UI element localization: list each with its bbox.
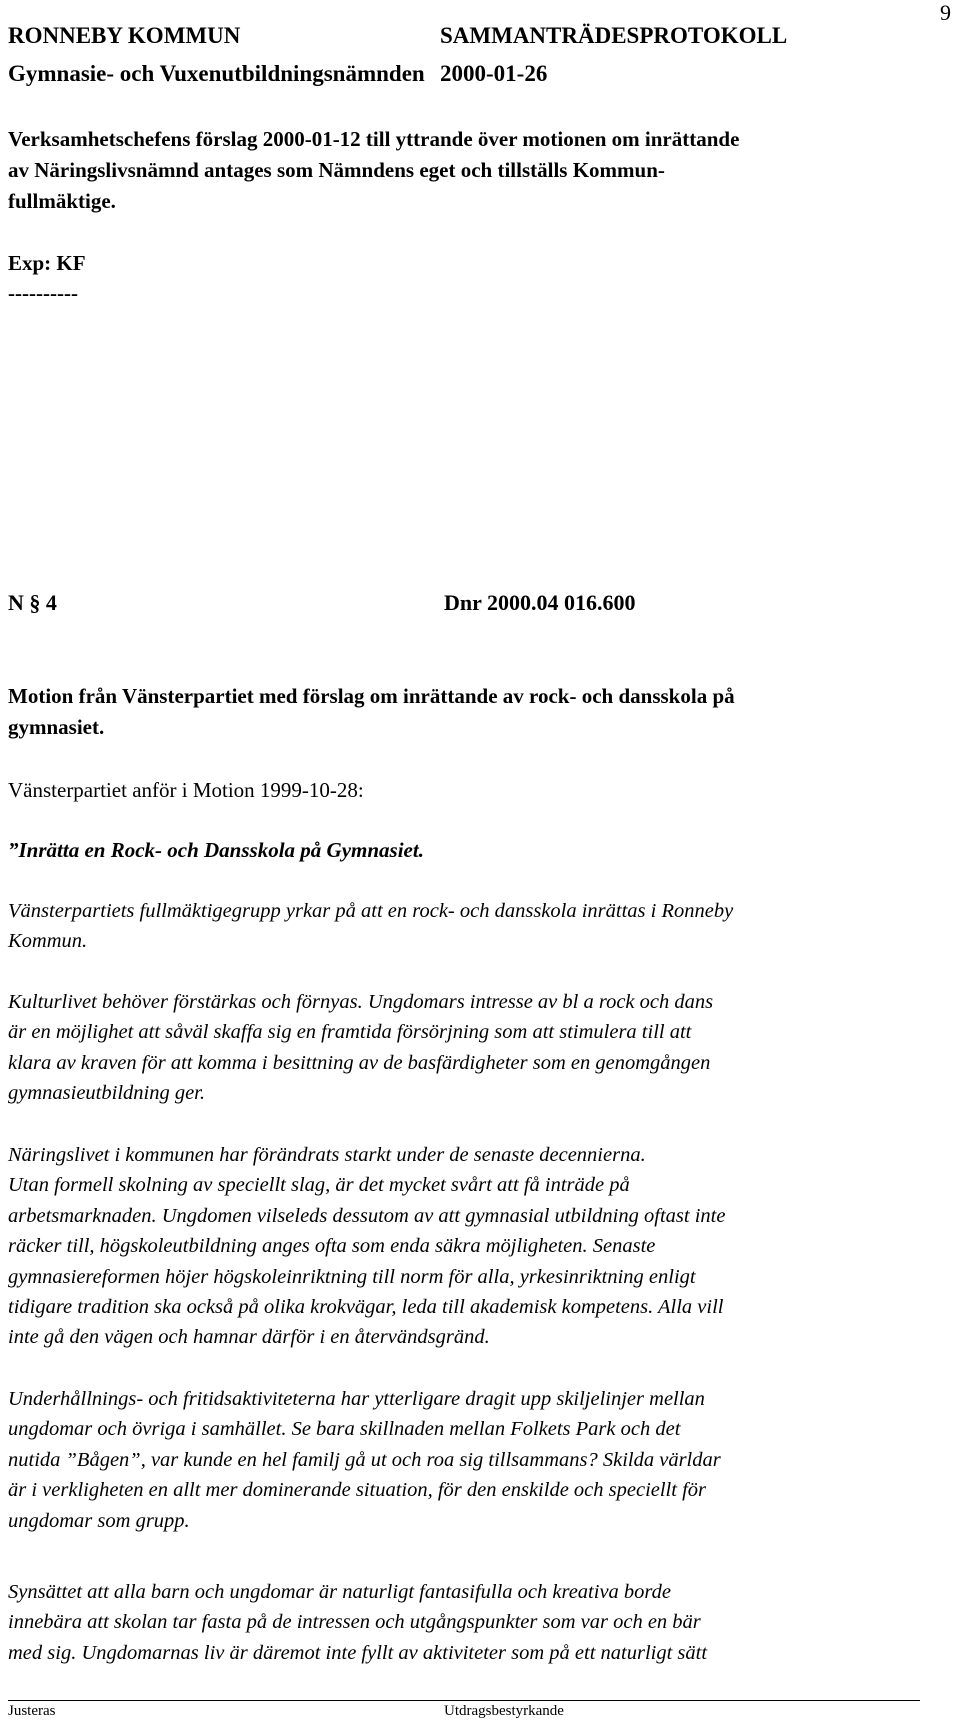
paragraph [8, 896, 733, 957]
document-type: SAMMANTRÄDESPROTOKOLL [440, 23, 788, 48]
paragraph-line: Näringslivet i kommunen har förändrats starkt under de senaste decennierna. [8, 1144, 646, 1166]
paragraph [8, 987, 713, 1109]
paragraph-line: är i verkligheten en allt mer dominerande situation, för den enskilde och speciellt för [8, 1479, 707, 1502]
quote-heading: ”Inrätta en Rock- och Dansskola på Gymnasiet. [8, 838, 424, 862]
paragraph-line: inte gå den vägen och hamnar därför i en återvändsgränd. [8, 1326, 490, 1349]
paragraph-line: gymnasieutbildning ger. [8, 1082, 206, 1105]
diary-number: Dnr 2000.04 016.600 [444, 590, 636, 615]
footer-divider [8, 1700, 920, 1701]
decision-line: av Näringslivsnämnd antages som Nämndens eget och tillställs Kommun- [8, 158, 665, 182]
item-title-line: gymnasiet. [8, 715, 105, 739]
decision-line: Verksamhetschefens förslag 2000-01-12 till yttrande över motionen om inrättande [8, 127, 740, 151]
committee-name: Gymnasie- och Vuxenutbildningsnämnden [8, 61, 425, 86]
footer-justeras: Justeras [8, 1703, 56, 1719]
page-number: 9 [940, 0, 951, 25]
paragraph-line: klara av kraven för att komma i besittning av de basfärdigheter som en genomgången [8, 1051, 711, 1074]
decision-line: fullmäktige. [8, 189, 116, 213]
paragraph-line: Utan formell skolning av speciellt slag, är det mycket svårt att få inträde på [8, 1174, 630, 1197]
paragraph-line: räcker till, högskoleutbildning anges ofta som enda säkra möjligheten. Senaste [8, 1235, 656, 1258]
paragraph-line: Synsättet att alla barn och ungdomar är naturligt fantasifulla och kreativa borde [8, 1581, 671, 1603]
paragraph-line: gymnasiereformen höjer högskoleinriktning till norm för alla, yrkesinriktning enligt [8, 1265, 696, 1288]
paragraph-line: Kommun. [8, 930, 88, 953]
meeting-date: 2000-01-26 [440, 61, 548, 86]
paragraph [8, 1140, 725, 1353]
paragraph-line: med sig. Ungdomarnas liv är däremot inte fyllt av aktiviteter som på ett naturligt sätt [8, 1641, 708, 1664]
motion-intro: Vänsterpartiet anför i Motion 1999-10-28: [8, 778, 364, 802]
item-number: N § 4 [8, 590, 57, 615]
expedition-note: Exp: KF [8, 251, 86, 275]
item-title-line: Motion från Vänsterpartiet med förslag om inrättande av rock- och dansskola på [8, 684, 735, 708]
paragraph [8, 1577, 707, 1668]
paragraph-line: Vänsterpartiets fullmäktigegrupp yrkar på att en rock- och dansskola inrättas i Ronneby [8, 900, 734, 922]
separator: ---------- [8, 281, 78, 305]
paragraph-line: innebära att skolan tar fasta på de intressen och utgångspunkter som var och en bär [8, 1611, 701, 1634]
paragraph-line: ungdomar som grupp. [8, 1509, 190, 1532]
paragraph-line: är en möjlighet att såväl skaffa sig en framtida försörjning som att stimulera till att [8, 1021, 692, 1044]
paragraph-line: Kulturlivet behöver förstärkas och förnyas. Ungdomars intresse av bl a rock och dans [8, 991, 714, 1013]
paragraph-line: Underhållnings- och fritidsaktiviteterna har ytterligare dragit upp skiljelinjer mellan [8, 1388, 705, 1410]
paragraph-line: tidigare tradition ska också på olika krokvägar, leda till akademisk kompetens. Alla vill [8, 1296, 724, 1319]
paragraph-line: arbetsmarknaden. Ungdomen vilseleds dessutom av att gymnasial utbildning oftast inte [8, 1204, 726, 1227]
paragraph [8, 1384, 721, 1536]
footer-utdragsbestyrkande: Utdragsbestyrkande [444, 1703, 564, 1719]
paragraph-line: ungdomar och övriga i samhället. Se bara skillnaden mellan Folkets Park och det [8, 1418, 681, 1441]
municipality-name: RONNEBY KOMMUN [8, 23, 241, 48]
paragraph-line: nutida ”Bågen”, var kunde en hel familj gå ut och roa sig tillsammans? Skilda världar [8, 1448, 721, 1471]
